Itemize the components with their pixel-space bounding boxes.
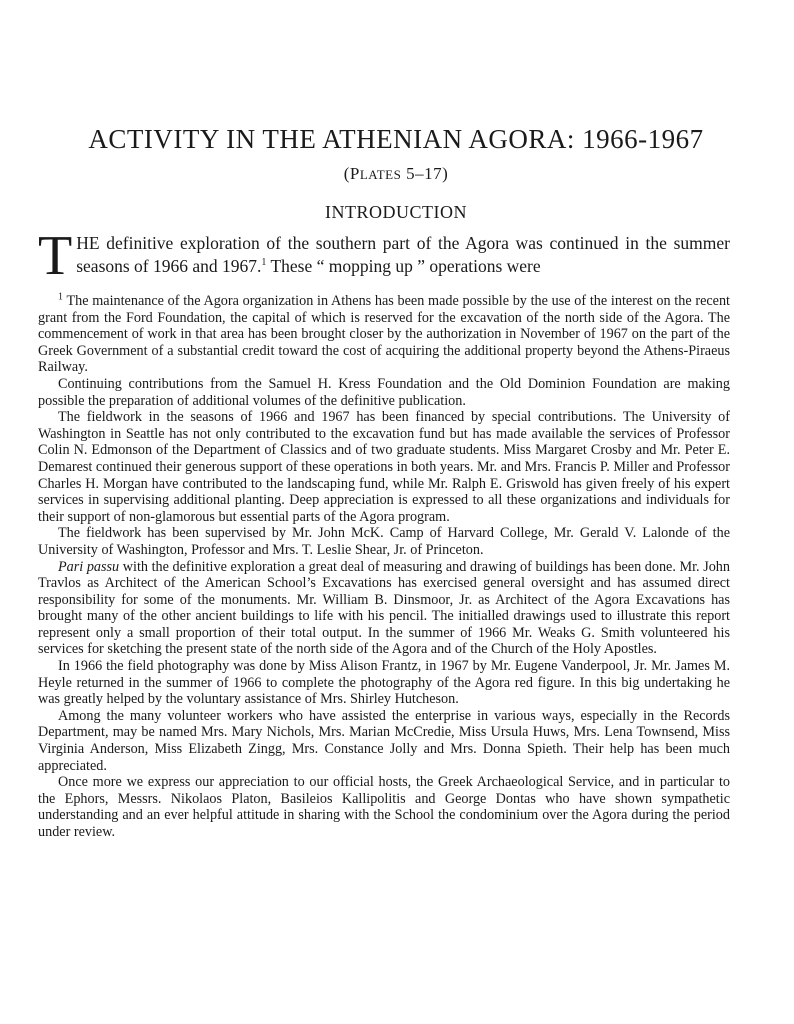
footnote-paragraph bbox=[38, 559, 730, 659]
footnote-text: The fieldwork in the seasons of 1966 and 1967 has been financed by special contributions. The University of Washington in Seattle has not only contributed to the excavation fund but has made available the services of Professor Colin N. Edmonson of the Department of Classics and of two graduate students. Miss Margaret Crosby and Mr. Peter E. Demarest continued their generous support of these operations in both years. Mr. and Mrs. Francis P. Miller and Professor Charles H. Morgan have contributed to the landscaping fund, while Mr. Ralph E. Griswold has given freely of his expert services in supervising additional planting. Deep appreciation is expressed to all these organizations and individuals for their support of non-glamorous but essential parts of the Agora program. bbox=[38, 409, 730, 525]
intro-caps: HE bbox=[76, 233, 100, 253]
footnote-text: with the definitive exploration a great deal of measuring and drawing of buildings has been done. Mr. John Travlos as Architect of the American School’s Excavations has exercised general oversight and has assumed direct responsibility for some of the monuments. Mr. William B. Dinsmoor, Jr. as Architect of the Agora Excavations has brought many of the other ancient buildings to life with his pencil. The initialled drawings used to illustrate this report represent only a small proportion of their total output. In the summer of 1966 Mr. Weaks G. Smith volunteered his services for sketching the present state of the north side of the Agora and of the Church of the Holy Apostles. bbox=[38, 558, 730, 658]
intro-text-after: These “ mopping up ” operations were bbox=[266, 256, 541, 276]
plates-reference bbox=[38, 164, 754, 184]
footnote-text: Once more we express our appreciation to our official hosts, the Greek Archaeological Service, and in particular to the Ephors, Messrs. Nikolaos Platon, Basileios Kallipolitis and George Dontas who have shown sympathetic understanding and an ever helpful attitude in sharing with the School the condominium over the Agora during the period under review. bbox=[38, 774, 730, 840]
article-title: ACTIVITY IN THE ATHENIAN AGORA: 1966-1967 bbox=[88, 124, 704, 154]
italic-phrase: Pari passu bbox=[58, 558, 120, 575]
footnote-paragraph bbox=[38, 774, 730, 840]
plates-range: 5–17) bbox=[401, 164, 449, 183]
footnote-ref: 1 bbox=[261, 257, 267, 269]
section-heading: INTRODUCTION bbox=[325, 202, 467, 222]
footnote-text: Continuing contributions from the Samuel H. Kress Foundation and the Old Dominion Foundation are making possible the preparation of additional volumes of the definitive publication. bbox=[38, 375, 730, 409]
plates-small-caps: LATES bbox=[359, 167, 402, 182]
footnote-paragraph bbox=[38, 293, 730, 376]
intro-text: definitive exploration of the southern part of the Agora was continued in the summer seasons of 1966 and 1967. bbox=[76, 233, 730, 276]
footnote-marker: 1 bbox=[58, 291, 63, 303]
footnotes bbox=[38, 293, 730, 841]
footnote-paragraph bbox=[38, 658, 730, 708]
footnote-paragraph bbox=[38, 708, 730, 774]
footnote-text: The maintenance of the Agora organization in Athens has been made possible by the use of the interest on the recent grant from the Ford Foundation, the capital of which is reserved for the excavation of the north side of the Agora. The commencement of work in that area has been brought closer by the authorization in November of 1967 on the part of the Greek Government of a substantial credit toward the cost of acquiring the additional property beyond the Athens-Piraeus Railway. bbox=[38, 293, 730, 376]
footnote-text: In 1966 the field photography was done by Miss Alison Frantz, in 1967 by Mr. Eugene Vanderpool, Jr. Mr. James M. Heyle returned in the summer of 1966 to complete the photography of the Agora red figure. In this big undertaking he was greatly helped by the voluntary assistance of Mrs. Shirley Hutcheson. bbox=[38, 658, 730, 708]
footnote-text: Among the many volunteer workers who have assisted the enterprise in various ways, especially in the Records Department, may be named Mrs. Mary Nichols, Mrs. Marian McCredie, Miss Ursula Huws, Mrs. Lena Townsend, Miss Virginia Anderson, Miss Elizabeth Zingg, Mrs. Constance Jolly and Mrs. Donna Spieth. Their help has been much appreciated. bbox=[38, 707, 730, 774]
footnote-paragraph bbox=[38, 376, 730, 409]
footnote-paragraph bbox=[38, 525, 730, 558]
footnote-paragraph bbox=[38, 409, 730, 525]
drop-cap: T bbox=[38, 225, 73, 287]
footnote-text: The fieldwork has been supervised by Mr. John McK. Camp of Harvard College, Mr. Gerald V. Lalonde of the University of Washington, Professor and Mrs. T. Leslie Shear, Jr. of Princeton. bbox=[38, 525, 730, 558]
intro-paragraph bbox=[38, 225, 730, 287]
plates-prefix: (P bbox=[343, 164, 360, 183]
